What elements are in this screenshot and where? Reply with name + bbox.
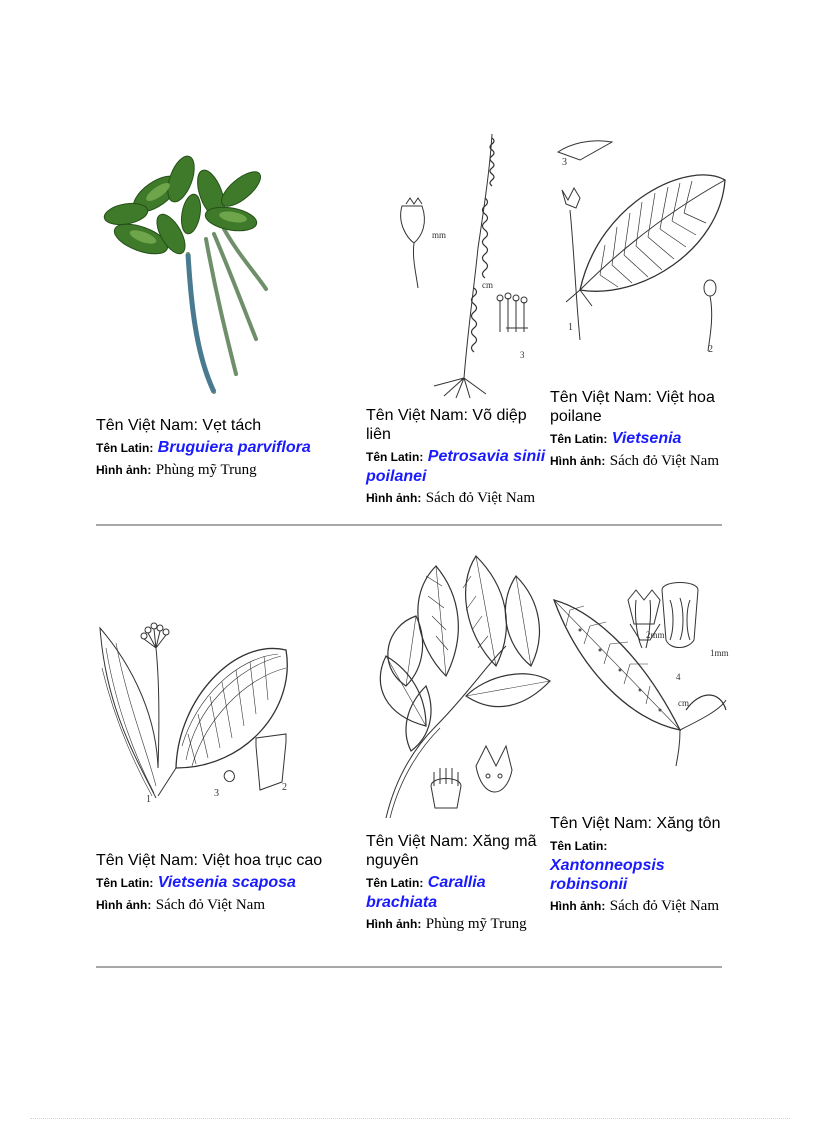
svg-text:2: 2	[282, 782, 287, 793]
vietnamese-name: Tên Việt Nam: Vẹt tách	[96, 417, 262, 434]
svg-text:1mm: 1mm	[710, 648, 729, 658]
vietnamese-name: Tên Việt Nam: Việt hoa trục cao	[96, 852, 323, 869]
latin-name: Vietsenia scaposa	[157, 874, 296, 891]
svg-text:cm: cm	[482, 280, 493, 290]
photo-label: Hình ảnh:	[96, 463, 152, 477]
svg-text:3: 3	[214, 788, 219, 799]
photo-credit: Sách đỏ Việt Nam	[609, 453, 719, 469]
species-card-6	[550, 814, 726, 916]
photo-credit: Sách đỏ Việt Nam	[425, 490, 535, 506]
latin-name: Bruguiera parviflora	[157, 439, 311, 456]
photo-label: Hình ảnh:	[366, 917, 422, 931]
section-divider	[96, 966, 722, 968]
latin-label: Tên Latin:	[366, 876, 424, 890]
svg-text:3: 3	[520, 350, 525, 360]
photo-credit: Sách đỏ Việt Nam	[155, 897, 265, 913]
photo-label: Hình ảnh:	[366, 491, 422, 505]
section-divider	[96, 524, 722, 526]
plant-drawing-vietsenia	[550, 130, 726, 358]
latin-name: Carallia brachiata	[366, 874, 486, 911]
vietnamese-name: Tên Việt Nam: Võ diệp liên	[366, 407, 527, 443]
plant-drawing-petrosavia	[392, 128, 544, 400]
latin-label: Tên Latin:	[96, 441, 154, 455]
latin-label: Tên Latin:	[96, 876, 154, 890]
plant-drawing-vietsenia-scaposa	[96, 618, 296, 804]
svg-text:2mm: 2mm	[646, 630, 665, 640]
plant-drawing-xantonneopsis	[550, 560, 729, 766]
photo-label: Hình ảnh:	[550, 454, 606, 468]
vietnamese-name: Tên Việt Nam: Xăng mã nguyên	[366, 833, 537, 869]
svg-text:cm: cm	[678, 698, 689, 708]
latin-label: Tên Latin:	[366, 450, 424, 464]
photo-label: Hình ảnh:	[550, 899, 606, 913]
svg-text:mm: mm	[432, 230, 447, 240]
photo-label: Hình ảnh:	[96, 898, 152, 912]
vietnamese-name: Tên Việt Nam: Xăng tôn	[550, 815, 721, 832]
svg-text:4: 4	[676, 672, 681, 682]
svg-text:2: 2	[708, 344, 713, 355]
latin-name: Xantonneopsis robinsonii	[550, 857, 665, 893]
species-card-2	[366, 406, 548, 508]
latin-label: Tên Latin:	[550, 839, 608, 853]
photo-credit: Sách đỏ Việt Nam	[609, 898, 719, 914]
photo-credit: Phùng mỹ Trung	[155, 462, 257, 478]
plant-photo-bruguiera	[96, 134, 272, 402]
svg-text:1: 1	[568, 322, 573, 333]
vietnamese-name: Tên Việt Nam: Việt hoa poilane	[550, 389, 715, 425]
svg-text:3: 3	[562, 157, 567, 168]
svg-text:1: 1	[146, 794, 151, 805]
species-card-5	[366, 832, 548, 934]
latin-name: Petrosavia sinii poilanei	[366, 448, 546, 485]
latin-name: Vietsenia	[611, 430, 682, 447]
species-card-3	[550, 388, 726, 471]
species-card-4	[96, 851, 358, 915]
latin-label: Tên Latin:	[550, 432, 608, 446]
plant-drawing-carallia	[366, 556, 550, 822]
page-bottom-border	[30, 1118, 790, 1119]
species-card-1	[96, 416, 356, 480]
photo-credit: Phùng mỹ Trung	[425, 916, 527, 932]
